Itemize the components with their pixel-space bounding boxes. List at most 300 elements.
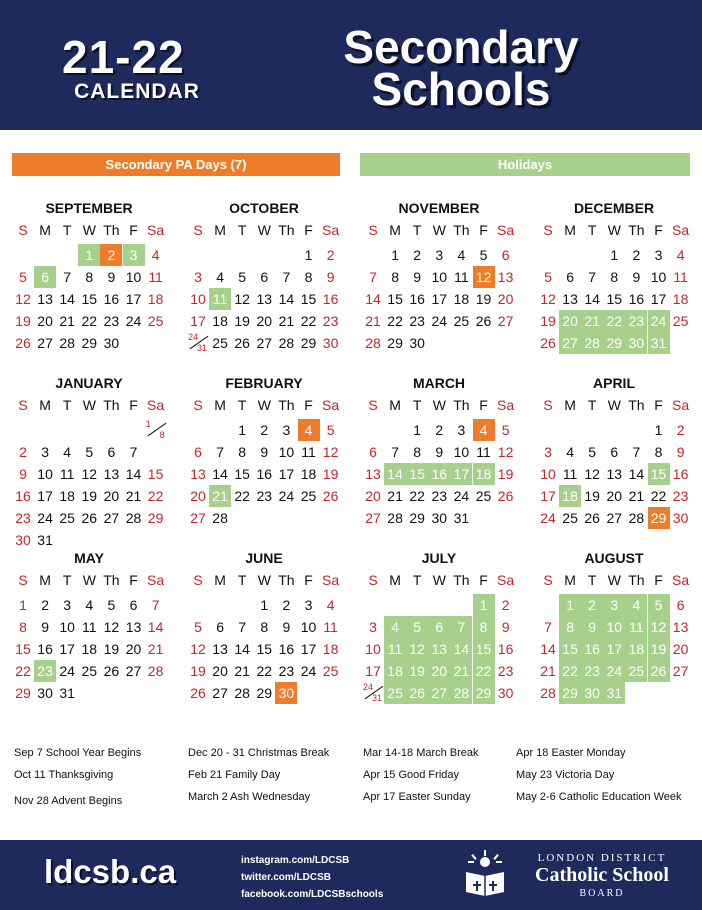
facebook-link[interactable]: facebook.com/LDCSBschools [241,889,384,900]
day-cell: 28 [59,335,75,351]
day-cell: 8 [304,269,313,285]
day-cell: 13 [125,619,142,635]
day-cell: 21 [628,488,645,504]
day-cell: 20 [125,641,142,657]
day-cell: 7 [391,444,399,460]
holiday-cell: 11 [209,288,231,310]
holiday-cell: 6 [34,266,56,288]
holiday-cell: 7 [450,616,472,638]
weekday-header: F [479,397,488,413]
holiday-cell: 23 [625,310,647,332]
day-cell: 24 [453,488,470,504]
day-cell: 17 [37,488,53,504]
website-link[interactable]: ldcsb.ca [44,853,177,890]
day-cell: 15 [256,641,273,657]
weekday-header: T [587,397,597,413]
weekday-header: F [479,222,488,238]
weekday-header: F [129,397,138,413]
weekday-header: T [412,222,422,238]
day-cell: 28 [125,510,142,526]
weekday-header: Sa [322,572,340,588]
day-cell: 9 [632,269,641,285]
day-cell: 19 [322,466,339,482]
day-cell: 4 [676,247,685,263]
holiday-cell: 15 [648,463,670,485]
month-name: MAY [74,550,104,566]
day-cell: 5 [501,422,510,438]
weekday-header: S [368,572,378,588]
day-cell: 18 [453,291,470,307]
holiday-cell: 3 [123,244,145,266]
day-cell: 10 [431,269,448,285]
weekday-header: M [389,572,401,588]
day-cell: 22 [409,488,425,504]
day-cell: 3 [304,597,313,613]
day-cell: 11 [59,466,75,482]
day-cell: 24 [125,313,142,329]
day-cell: 7 [216,444,224,460]
day-cell: 11 [476,444,491,460]
month-name: JULY [421,550,457,566]
weekday-header: Th [278,397,295,413]
day-cell: 13 [606,466,623,482]
holiday-cell: 17 [603,638,625,660]
day-cell: 7 [632,444,641,460]
day-cell: 2 [676,422,685,438]
weekday-header: Sa [497,572,515,588]
day-cell: 23 [672,488,689,504]
day-cell: 6 [566,269,574,285]
holiday-cell: 18 [473,463,495,485]
day-cell: 27 [497,313,514,329]
holiday-cell: 23 [581,660,603,682]
holiday-cell: 10 [603,616,625,638]
day-cell: 9 [107,269,116,285]
weekday-header: F [479,572,488,588]
day-cell: 8 [260,619,269,635]
holiday-cell: 24 [603,660,625,682]
day-cell: 15 [300,291,317,307]
weekday-header: M [214,222,226,238]
weekday-header: S [543,572,553,588]
day-cell: 6 [216,619,224,635]
day-cell: 26 [497,488,514,504]
weekday-header: Sa [322,222,340,238]
day-cell: 8 [238,444,247,460]
title-line-2: Schools [371,63,551,115]
weekday-header: W [257,572,271,588]
day-cell: 24 [540,510,556,526]
weekday-header: M [214,572,226,588]
weekday-header: W [257,222,271,238]
day-cell: 30 [15,532,31,548]
day-cell: 11 [82,619,97,635]
day-cell: 14 [212,466,228,482]
day-cell: 4 [457,247,466,263]
weekday-header: M [389,222,401,238]
day-cell: 5 [479,247,488,263]
event-item: Nov 28 Advent Begins [14,795,123,807]
weekday-header: Sa [672,222,690,238]
holiday-cell: 4 [384,616,406,638]
day-cell: 3 [457,422,466,438]
weekday-header: Sa [672,397,690,413]
day-cell: 6 [501,247,510,263]
event-item: Apr 18 Easter Monday [516,747,626,759]
holiday-cell: 5 [648,594,670,616]
holiday-cell: 2 [581,594,603,616]
day-cell: 3 [369,619,377,635]
holiday-cell: 29 [473,682,495,704]
day-cell: 2 [260,422,269,438]
day-cell: 13 [672,619,689,635]
weekday-header: T [237,397,247,413]
day-cell: 4 [63,444,72,460]
weekday-header: W [607,397,621,413]
day-cell: 12 [540,291,556,307]
weekday-header: M [214,397,226,413]
holiday-cell: 29 [559,682,581,704]
day-cell: 7 [544,619,552,635]
day-cell: 25 [475,488,492,504]
day-cell: 6 [260,269,269,285]
day-cell: 6 [369,444,377,460]
weekday-header: Sa [497,222,515,238]
weekday-header: M [564,397,576,413]
day-cell: 20 [212,663,228,679]
day-cell: 16 [497,641,514,657]
weekday-header: M [564,222,576,238]
day-cell: 21 [278,313,295,329]
day-cell: 17 [300,641,317,657]
holiday-cell: 3 [603,594,625,616]
day-cell: 25 [59,510,75,526]
weekday-header: S [18,397,28,413]
day-cell: 30 [103,335,120,351]
day-cell: 2 [413,247,422,263]
day-cell: 21 [125,488,142,504]
holiday-cell: 23 [34,660,56,682]
day-cell: 21 [540,663,556,679]
day-cell: 10 [300,619,317,635]
day-cell: 9 [326,269,335,285]
day-cell: 28 [365,335,381,351]
weekday-header: Th [103,572,120,588]
holiday-cell: 26 [648,660,670,682]
day-cell: 29 [387,335,403,351]
day-cell: 24 31 [188,332,207,353]
day-cell: 1 8 [145,419,165,440]
month-name: MARCH [412,375,466,391]
holiday-cell: 4 [625,594,647,616]
day-cell: 30 [431,510,448,526]
day-cell: 5 [238,269,247,285]
day-cell: 13 [562,291,578,307]
weekday-header: Sa [147,222,165,238]
day-cell: 19 [103,641,120,657]
weekday-header: M [39,222,51,238]
calendar-label: CALENDAR [74,80,200,103]
day-cell: 28 [212,510,228,526]
day-cell: 16 [37,641,53,657]
weekday-header: Th [103,222,120,238]
weekday-header: W [432,222,446,238]
weekday-header: Th [628,572,645,588]
day-cell: 25 [147,313,164,329]
holiday-cell: 30 [625,332,647,354]
day-cell: 13 [103,466,120,482]
day-cell: 19 [15,313,31,329]
day-cell: 8 [413,444,422,460]
day-cell: 1 [413,422,422,438]
holiday-cell: 27 [559,332,581,354]
event-item: Apr 15 Good Friday [363,769,459,781]
day-cell: 10 [365,641,381,657]
month-name: JUNE [245,550,283,566]
weekday-header: T [237,222,247,238]
day-cell: 12 [15,291,31,307]
day-cell: 26 [584,510,600,526]
holiday-cell: 18 [559,485,581,507]
day-cell: 21 [365,313,381,329]
weekday-header: W [82,572,96,588]
day-cell: 17 [650,291,667,307]
day-cell: 20 [365,488,381,504]
day-cell: 17 [431,291,448,307]
day-cell: 13 [497,269,514,285]
day-cell: 11 [562,466,578,482]
pa-day-cell: 12 [473,266,495,288]
board-name-line-2: Catholic School [535,864,669,886]
day-cell: 6 [676,597,685,613]
day-cell: 17 [278,466,295,482]
day-cell: 20 [256,313,273,329]
day-cell: 29 [300,335,317,351]
day-cell: 27 [672,663,689,679]
day-cell: 10 [190,291,206,307]
day-cell: 16 [672,466,689,482]
twitter-link[interactable]: twitter.com/LDCSB [241,872,332,883]
holiday-cell: 16 [428,463,450,485]
day-cell: 13 [256,291,273,307]
day-cell: 21 [387,488,403,504]
weekday-header: M [39,572,51,588]
day-cell: 14 [234,641,250,657]
weekday-header: S [193,572,203,588]
day-cell: 22 [256,663,273,679]
day-cell: 14 [278,291,295,307]
day-cell: 23 [278,663,295,679]
day-cell: 3 [194,269,202,285]
day-cell: 4 [326,597,335,613]
day-cell: 14 [628,466,645,482]
day-cell: 16 [628,291,645,307]
day-cell: 26 [475,313,492,329]
day-cell: 23 [431,488,448,504]
holiday-cell: 25 [625,660,647,682]
legend-pa-days: Secondary PA Days (7) [12,153,340,176]
day-cell: 20 [606,488,623,504]
day-cell: 1 [304,247,313,263]
day-cell: 18 [81,641,98,657]
day-cell: 20 [497,291,514,307]
weekday-header: M [39,397,51,413]
day-cell: 13 [365,466,381,482]
weekday-header: W [432,397,446,413]
title-line-1: Secondary [343,21,579,73]
day-cell: 6 [129,597,138,613]
day-cell: 10 [59,619,75,635]
day-cell: 25 [453,313,470,329]
day-cell: 16 [15,488,31,504]
day-cell: 30 [37,685,53,701]
holiday-cell: 28 [450,682,472,704]
day-cell: 17 [125,291,142,307]
day-cell: 5 [544,269,552,285]
weekday-header: Th [453,222,470,238]
day-cell: 16 [409,291,425,307]
header-banner [0,0,702,130]
day-cell: 14 [147,619,164,635]
day-cell: 6 [107,444,116,460]
day-cell: 29 [15,685,31,701]
day-cell: 7 [129,444,138,460]
day-cell: 23 [103,313,120,329]
day-cell: 15 [15,641,31,657]
pa-day-cell: 29 [648,507,670,529]
weekday-header: Sa [497,397,515,413]
day-cell: 11 [454,269,469,285]
weekday-header: S [543,222,553,238]
weekday-header: Th [628,222,645,238]
day-cell: 3 [282,422,291,438]
day-cell: 5 [107,597,116,613]
day-cell: 23 [256,488,273,504]
day-cell: 20 [37,313,53,329]
day-cell: 25 [212,335,228,351]
day-cell: 24 [300,663,317,679]
day-cell: 24 [278,488,295,504]
day-cell: 25 [672,313,689,329]
day-cell: 8 [654,444,663,460]
day-cell: 1 [19,597,27,613]
weekday-header: W [257,397,271,413]
day-cell: 3 [41,444,49,460]
day-cell: 7 [151,597,160,613]
day-cell: 27 [606,510,623,526]
day-cell: 1 [391,247,399,263]
day-cell: 2 [326,247,335,263]
instagram-link[interactable]: instagram.com/LDCSB [241,855,350,866]
day-cell: 18 [59,488,75,504]
holiday-cell: 20 [428,660,450,682]
day-cell: 7 [282,269,291,285]
weekday-header: W [82,222,96,238]
day-cell: 22 [234,488,250,504]
weekday-header: Th [103,397,120,413]
weekday-header: S [543,397,553,413]
day-cell: 27 [190,510,206,526]
weekday-header: T [587,572,597,588]
day-cell: 29 [147,510,164,526]
event-item: Dec 20 - 31 Christmas Break [188,747,330,759]
day-cell: 3 [63,597,72,613]
day-cell: 14 [365,291,381,307]
holiday-cell: 20 [559,310,581,332]
weekday-header: S [193,222,203,238]
holiday-cell: 11 [384,638,406,660]
day-cell: 7 [369,269,377,285]
holiday-cell: 21 [581,310,603,332]
holiday-cell: 21 [450,660,472,682]
day-cell: 19 [475,291,492,307]
event-item: May 2-6 Catholic Education Week [516,791,682,803]
day-cell: 30 [497,685,514,701]
event-item: Feb 21 Family Day [188,769,281,781]
day-cell: 23 [409,313,425,329]
day-cell: 28 [387,510,403,526]
holiday-cell: 29 [603,332,625,354]
pa-day-cell: 2 [100,244,122,266]
day-cell: 12 [322,444,339,460]
weekday-header: T [62,397,72,413]
day-cell: 24 [59,663,75,679]
weekday-header: S [18,572,28,588]
day-cell: 5 [85,444,94,460]
day-cell: 26 [15,335,31,351]
pa-day-cell: 30 [275,682,297,704]
day-cell: 3 [435,247,444,263]
day-cell: 9 [413,269,422,285]
day-cell: 15 [234,466,250,482]
day-cell: 27 [365,510,381,526]
day-cell: 22 [300,313,317,329]
day-cell: 31 [37,532,53,548]
day-cell: 30 [672,510,689,526]
month-name: DECEMBER [573,200,655,216]
day-cell: 2 [501,597,510,613]
day-cell: 19 [234,313,250,329]
day-cell: 2 [435,422,444,438]
day-cell: 7 [238,619,247,635]
day-cell: 19 [190,663,206,679]
holiday-cell: 1 [473,594,495,616]
holiday-cell: 30 [581,682,603,704]
day-cell: 27 [125,663,142,679]
holiday-cell: 12 [648,616,670,638]
day-cell: 19 [81,488,98,504]
day-cell: 15 [387,291,403,307]
day-cell: 17 [540,488,556,504]
day-cell: 28 [540,685,556,701]
holiday-cell: 15 [406,463,428,485]
event-item: March 2 Ash Wednesday [188,791,311,803]
holiday-cell: 25 [384,682,406,704]
holiday-cell: 14 [450,638,472,660]
holiday-cell: 19 [406,660,428,682]
weekday-header: Sa [147,397,165,413]
day-cell: 11 [148,269,163,285]
day-cell: 5 [194,619,202,635]
day-cell: 13 [212,641,228,657]
day-cell: 5 [19,269,27,285]
day-cell: 13 [190,466,206,482]
day-cell: 27 [103,510,120,526]
holiday-cell: 8 [559,616,581,638]
weekday-header: T [412,397,422,413]
day-cell: 16 [322,291,339,307]
weekday-header: Th [278,572,295,588]
